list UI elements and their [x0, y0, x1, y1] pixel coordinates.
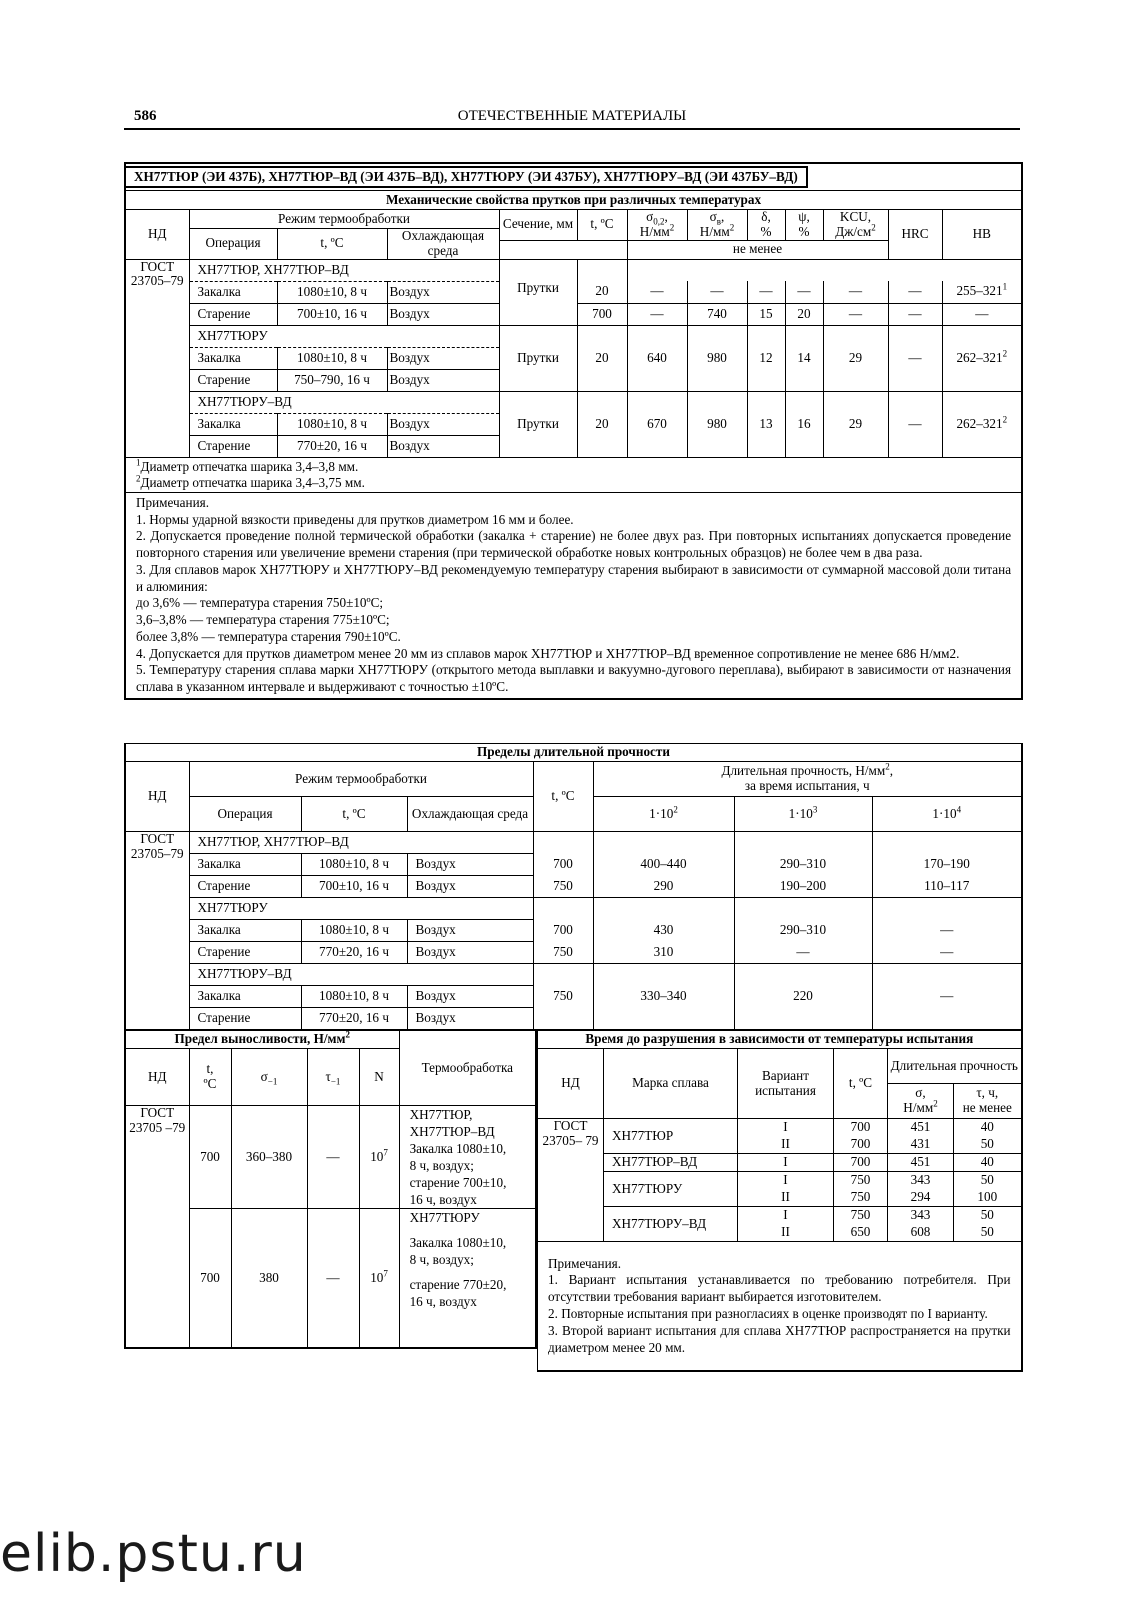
- creep-group-name: ХН77ТЮРУ–ВД: [189, 964, 533, 986]
- creep-v2: —: [734, 942, 872, 964]
- rupture-h-strength: Длительная прочность: [888, 1049, 1022, 1084]
- creep-v3: —: [872, 920, 1022, 942]
- mech-group-name: ХН77ТЮРУ: [189, 325, 499, 347]
- note: 3. Для сплавов марок ХН77ТЮРУ и ХН77ТЮРУ–ВД рекомендуемую температуру старения выбирают в зависимости от суммарной массовой доли титана и алюминия:: [136, 561, 1012, 594]
- rupture-variant: I: [738, 1172, 834, 1190]
- rupture-sigma: 431: [888, 1136, 954, 1154]
- creep-v3: 110–117: [872, 876, 1022, 898]
- section-title: ХН77ТЮР (ЭИ 437Б), ХН77ТЮР–ВД (ЭИ 437Б–ВД), ХН77ТЮРУ (ЭИ 437БУ), ХН77ТЮРУ–ВД (ЭИ 437БУ–ВД): [124, 166, 808, 189]
- mech-cool: Воздух: [387, 413, 499, 435]
- note: 5. Температуру старения сплава марки ХН77ТЮРУ (открытого метода выплавки и вакуумно-дугового переплава), выбирают в зависимости от назначения сплава в указанном интервале и выдерживают с точностью ±10ºС.: [136, 662, 1012, 695]
- mech-psi: 14: [785, 325, 823, 391]
- mech-hrc: —: [888, 325, 942, 391]
- rupture-tau: 40: [954, 1119, 1022, 1137]
- mech-h-s02: $\sigma_{0,2}$, $Н/мм^2$: [627, 210, 687, 241]
- mech-sv: —: [687, 281, 747, 303]
- creep-op: Старение: [189, 876, 301, 898]
- note: 1. Нормы ударной вязкости приведены для прутков диаметром 16 мм и более.: [136, 511, 574, 527]
- mech-nd-value: ГОСТ 23705–79: [125, 259, 189, 457]
- mech-h-nd: НД: [125, 210, 189, 260]
- note: Примечания.: [136, 494, 210, 510]
- creep-mode: 770±20, 16 ч: [301, 942, 407, 964]
- creep-cool: Воздух: [407, 1008, 533, 1031]
- mech-op: Старение: [189, 369, 277, 391]
- mech-s02: —: [627, 303, 687, 325]
- creep-op: Старение: [189, 1008, 301, 1031]
- note: до 3,6% — температура старения 750±10ºС;: [136, 595, 384, 611]
- mech-cool: Воздух: [387, 347, 499, 369]
- mech-mode: 770±20, 16 ч: [277, 435, 387, 457]
- mech-psi: 16: [785, 391, 823, 457]
- fatigue-t: 700: [189, 1209, 231, 1349]
- note: 3,6–3,8% — температура старения 775±10ºС;: [136, 612, 390, 628]
- mech-cool: Воздух: [387, 281, 499, 303]
- fatigue-t: 700: [189, 1106, 231, 1209]
- mech-hrc: —: [888, 303, 942, 325]
- page-number: 586: [134, 108, 157, 124]
- mech-caption: Механические свойства прутков при различных температурах: [125, 191, 1022, 210]
- mech-s02: —: [627, 281, 687, 303]
- mech-h-section: Сечение, мм: [499, 210, 577, 241]
- mech-mode: 1080±10, 8 ч: [277, 347, 387, 369]
- mech-kcu: 29: [823, 391, 888, 457]
- creep-nd-value: ГОСТ 23705–79: [125, 832, 189, 1031]
- fatigue-h-treat: Термообработка: [399, 1031, 536, 1106]
- creep-h-cool: Охлаждающая среда: [407, 797, 533, 832]
- mech-group-name: ХН77ТЮРУ–ВД: [189, 391, 499, 413]
- fatigue-nd-value: ГОСТ 23705 –79: [125, 1106, 189, 1349]
- fatigue-treat: ХН77ТЮР, ХН77ТЮР–ВД Закалка 1080±10, 8 ч, воздух; старение 700±10, 16 ч, воздух: [399, 1106, 536, 1209]
- rupture-sigma: 343: [888, 1207, 954, 1225]
- fatigue-tau: —: [307, 1209, 359, 1349]
- creep-op: Закалка: [189, 986, 301, 1008]
- creep-v2: 290–310: [734, 854, 872, 876]
- rupture-h-temp: t, ºС: [834, 1049, 888, 1119]
- mech-psi: —: [785, 281, 823, 303]
- rupture-h-variant: Вариант испытания: [738, 1049, 834, 1119]
- mech-op: Закалка: [189, 347, 277, 369]
- creep-t: 750: [533, 876, 593, 898]
- rupture-time-table: [537, 1030, 1023, 1372]
- footnote: $^1$Диаметр отпечатка шарика 3,4–3,8 мм.: [136, 457, 359, 474]
- fatigue-n: $10^7$: [359, 1209, 399, 1349]
- fatigue-treat: ХН77ТЮРУ Закалка 1080±10, 8 ч, воздух; старение 770±20, 16 ч, воздух: [399, 1209, 536, 1349]
- creep-mode: 1080±10, 8 ч: [301, 920, 407, 942]
- creep-strength-table: [124, 743, 1023, 1031]
- creep-mode: 1080±10, 8 ч: [301, 986, 407, 1008]
- mech-cool: Воздух: [387, 435, 499, 457]
- rupture-grade: ХН77ТЮРУ: [604, 1172, 738, 1207]
- mech-t: 20: [577, 281, 627, 303]
- mech-hb: $255-321^1$: [942, 281, 1022, 303]
- rupture-t: 700: [834, 1154, 888, 1172]
- rupture-variant: I: [738, 1119, 834, 1137]
- mech-hb: $262-321^2$: [942, 391, 1022, 457]
- creep-op: Закалка: [189, 920, 301, 942]
- mech-op: Старение: [189, 303, 277, 325]
- creep-group-name: ХН77ТЮРУ: [189, 898, 533, 920]
- mech-h-min: не менее: [627, 240, 888, 259]
- mech-h-op: Операция: [189, 229, 277, 260]
- mech-s02: 670: [627, 391, 687, 457]
- creep-v3: —: [872, 942, 1022, 964]
- rupture-tau: 50: [954, 1136, 1022, 1154]
- fatigue-sigma: 360–380: [231, 1106, 307, 1209]
- rupture-grade: ХН77ТЮР: [604, 1119, 738, 1154]
- mech-section: Прутки: [499, 325, 577, 391]
- rupture-t: 750: [834, 1207, 888, 1225]
- mech-delta: 13: [747, 391, 785, 457]
- mech-t: 700: [577, 303, 627, 325]
- creep-v1: 290: [593, 876, 734, 898]
- creep-h-t2: $1\cdot 10^3$: [734, 797, 872, 832]
- mech-section: Прутки: [499, 391, 577, 457]
- note: 4. Допускается для прутков диаметром менее 20 мм из сплавов марок ХН77ТЮР и ХН77ТЮР–ВД временное сопротивление не менее 686 Н/мм2.: [136, 645, 960, 661]
- rupture-t: 700: [834, 1119, 888, 1137]
- mech-mode: 750–790, 16 ч: [277, 369, 387, 391]
- rupture-t: 700: [834, 1136, 888, 1154]
- creep-mode: 700±10, 16 ч: [301, 876, 407, 898]
- creep-mode: 770±20, 16 ч: [301, 1008, 407, 1031]
- mech-h-sv: $\sigma_в$, $Н/мм^2$: [687, 210, 747, 241]
- rupture-sigma: 451: [888, 1119, 954, 1137]
- rupture-sigma: 451: [888, 1154, 954, 1172]
- rupture-h-grade: Марка сплава: [604, 1049, 738, 1119]
- note: 2. Повторные испытания при разногласиях в оценке производят по I варианту.: [548, 1306, 988, 1321]
- mech-sv: 980: [687, 391, 747, 457]
- creep-v1: 400–440: [593, 854, 734, 876]
- fatigue-h-sigma: $\sigma_{-1}$: [231, 1049, 307, 1106]
- creep-h-strength: Длительная прочность, $Н/мм^2$, за время испытания, ч: [593, 762, 1022, 797]
- mech-psi: 20: [785, 303, 823, 325]
- creep-v2: 190–200: [734, 876, 872, 898]
- rupture-t: 750: [834, 1172, 888, 1190]
- creep-v1: 330–340: [593, 964, 734, 1031]
- creep-cool: Воздух: [407, 942, 533, 964]
- mech-t: 20: [577, 391, 627, 457]
- rupture-grade: ХН77ТЮР–ВД: [604, 1154, 738, 1172]
- footnote: $^2$Диаметр отпечатка шарика 3,4–3,75 мм.: [136, 473, 365, 490]
- mech-sv: 740: [687, 303, 747, 325]
- mech-hb: $262-321^2$: [942, 325, 1022, 391]
- rupture-tau: 50: [954, 1172, 1022, 1190]
- mech-h-temp: t, ºС: [577, 210, 627, 241]
- mech-kcu: —: [823, 281, 888, 303]
- mech-kcu: 29: [823, 325, 888, 391]
- creep-h-t: t, ºС: [301, 797, 407, 832]
- mech-delta: 12: [747, 325, 785, 391]
- mech-h-delta: δ, %: [747, 210, 785, 241]
- mech-cool: Воздух: [387, 303, 499, 325]
- rupture-variant: II: [738, 1136, 834, 1154]
- fatigue-h-tau: $\tau_{-1}$: [307, 1049, 359, 1106]
- creep-t: 750: [533, 942, 593, 964]
- mech-h-t: t, ºС: [277, 229, 387, 260]
- mech-op: Закалка: [189, 281, 277, 303]
- creep-h-t1: $1\cdot 10^2$: [593, 797, 734, 832]
- rupture-h-tau: τ, ч, не менее: [954, 1084, 1022, 1119]
- creep-group-name: ХН77ТЮР, ХН77ТЮР–ВД: [189, 832, 533, 854]
- creep-v1: 430: [593, 920, 734, 942]
- creep-v3: —: [872, 964, 1022, 1031]
- fatigue-h-n: N: [359, 1049, 399, 1106]
- rupture-caption: Время до разрушения в зависимости от температуры испытания: [538, 1031, 1022, 1049]
- fatigue-h-nd: НД: [125, 1049, 189, 1106]
- creep-v3: 170–190: [872, 854, 1022, 876]
- mech-mode: 1080±10, 8 ч: [277, 413, 387, 435]
- rupture-tau: 50: [954, 1207, 1022, 1225]
- note: 1. Вариант испытания устанавливается по требованию потребителя. При отсутствии требования вариант выбирается изготовителем.: [548, 1272, 1011, 1305]
- rupture-h-nd: НД: [538, 1049, 604, 1119]
- creep-v2: 290–310: [734, 920, 872, 942]
- mech-hb: —: [942, 303, 1022, 325]
- mech-section: Прутки: [499, 281, 577, 325]
- mech-t: 20: [577, 325, 627, 391]
- creep-mode: 1080±10, 8 ч: [301, 854, 407, 876]
- mech-hrc: —: [888, 281, 942, 303]
- rupture-tau: 40: [954, 1154, 1022, 1172]
- creep-t: 750: [533, 964, 593, 1031]
- rupture-sigma: 343: [888, 1172, 954, 1190]
- rupture-variant: II: [738, 1189, 834, 1207]
- mech-footnotes: [125, 457, 1022, 492]
- mech-hrc: —: [888, 391, 942, 457]
- creep-h-nd: НД: [125, 762, 189, 832]
- creep-h-t3: $1\cdot 10^4$: [872, 797, 1022, 832]
- mech-s02: 640: [627, 325, 687, 391]
- mech-h-hb: НВ: [942, 210, 1022, 260]
- rupture-t: 650: [834, 1224, 888, 1242]
- mech-h-psi: ψ, %: [785, 210, 823, 241]
- mech-kcu: —: [823, 303, 888, 325]
- rupture-nd-value: ГОСТ 23705– 79: [538, 1119, 604, 1242]
- mech-delta: 15: [747, 303, 785, 325]
- rupture-sigma: 294: [888, 1189, 954, 1207]
- mech-cool: Воздух: [387, 369, 499, 391]
- fatigue-sigma: 380: [231, 1209, 307, 1349]
- creep-cool: Воздух: [407, 920, 533, 942]
- creep-h-temp: t, ºС: [533, 762, 593, 832]
- creep-h-op: Операция: [189, 797, 301, 832]
- note: 2. Допускается проведение полной термической обработки (закалка + старение) не более двух раз. При повторных испытаниях допускается проведение повторного старения или увеличение времени старения (при термической обработке новых контрольных образцов) не более чем в два раза.: [136, 528, 1012, 561]
- creep-cool: Воздух: [407, 854, 533, 876]
- creep-op: Закалка: [189, 854, 301, 876]
- mech-mode: 1080±10, 8 ч: [277, 281, 387, 303]
- creep-h-mode: Режим термообработки: [189, 762, 533, 797]
- rupture-grade: ХН77ТЮРУ–ВД: [604, 1207, 738, 1242]
- fatigue-h-t: t, ºС: [189, 1049, 231, 1106]
- rupture-variant: I: [738, 1154, 834, 1172]
- creep-v2: 220: [734, 964, 872, 1031]
- mech-notes: [125, 492, 1022, 699]
- creep-cool: Воздух: [407, 876, 533, 898]
- mech-h-kcu: KCU, $Дж/см^2$: [823, 210, 888, 241]
- mech-mode: 700±10, 16 ч: [277, 303, 387, 325]
- fatigue-n: $10^7$: [359, 1106, 399, 1209]
- rupture-t: 750: [834, 1189, 888, 1207]
- rupture-tau: 100: [954, 1189, 1022, 1207]
- fatigue-limit-table: [124, 1030, 537, 1349]
- mech-sv: 980: [687, 325, 747, 391]
- creep-caption: Пределы длительной прочности: [125, 744, 1022, 762]
- mech-h-hrc: HRC: [888, 210, 942, 260]
- running-header: [124, 108, 1020, 130]
- mech-group-name: ХН77ТЮР, ХН77ТЮР–ВД: [189, 259, 499, 281]
- mech-op: Старение: [189, 435, 277, 457]
- fatigue-caption: Предел выносливости, $Н/мм^2$: [125, 1031, 399, 1049]
- note: 3. Второй вариант испытания для сплава ХН77ТЮР распространяется на прутки диаметром менее 20 мм.: [548, 1322, 1011, 1355]
- rupture-variant: I: [738, 1207, 834, 1225]
- running-title: ОТЕЧЕСТВЕННЫЕ МАТЕРИАЛЫ: [457, 108, 687, 124]
- rupture-tau: 50: [954, 1224, 1022, 1242]
- note: более 3,8% — температура старения 790±10ºС.: [136, 628, 401, 644]
- creep-op: Старение: [189, 942, 301, 964]
- creep-v1: 310: [593, 942, 734, 964]
- creep-t: 700: [533, 854, 593, 876]
- rupture-variant: II: [738, 1224, 834, 1242]
- watermark: elib.pstu.ru: [0, 1524, 307, 1584]
- creep-cool: Воздух: [407, 986, 533, 1008]
- rupture-notes: [538, 1242, 1022, 1372]
- mech-h-cool: Охлаждающая среда: [387, 229, 499, 260]
- rupture-sigma: 608: [888, 1224, 954, 1242]
- mech-h-mode: Режим термообработки: [189, 210, 499, 229]
- note: Примечания.: [548, 1255, 622, 1271]
- rupture-h-sigma: σ, $Н/мм^2$: [888, 1084, 954, 1119]
- mech-delta: —: [747, 281, 785, 303]
- mechanical-properties-table: [124, 162, 1023, 700]
- mech-op: Закалка: [189, 413, 277, 435]
- fatigue-tau: —: [307, 1106, 359, 1209]
- creep-t: 700: [533, 920, 593, 942]
